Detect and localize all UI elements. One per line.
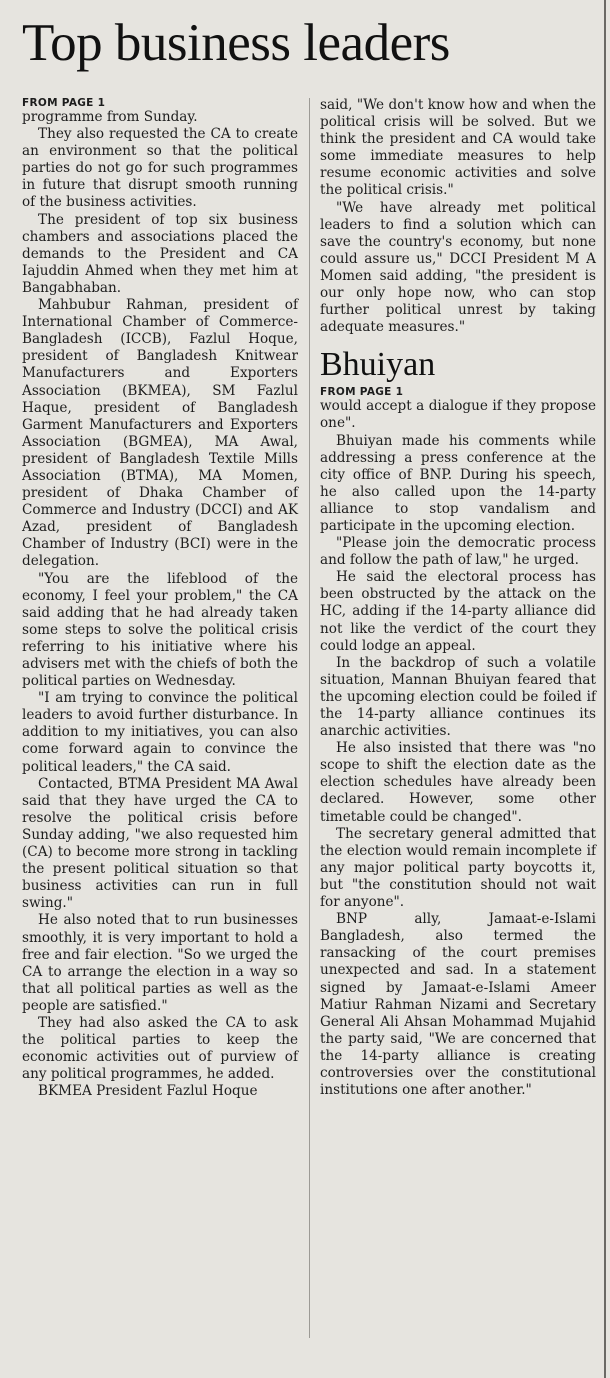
article-paragraph: "I am trying to convince the political leaders to avoid further disturbance. In addition to my initiatives, you can also come forward again to convince the political leaders," the CA said.: [22, 690, 298, 775]
article-paragraph: Contacted, BTMA President MA Awal said that they have urged the CA to resolve the political crisis before Sunday adding, "we also requested him (CA) to become more strong in tackling the present political situation so that business activities can run in full swing.": [22, 775, 298, 912]
article-paragraph: They also requested the CA to create an environment so that the political parties do not go for such programmes in future that disrupt smooth running of the business activities.: [22, 126, 298, 211]
article-paragraph: BKMEA President Fazlul Hoque: [38, 1083, 258, 1100]
article-paragraph: "Please join the democratic process and follow the path of law," he urged.: [320, 535, 596, 569]
article-paragraph: "You are the lifeblood of the economy, I feel your problem," the CA said adding that he had already taken some steps to solve the political crisis referring to his initiative where his advisers met with the chiefs of both the political parties on Wednesday.: [22, 570, 298, 690]
left-column: [22, 97, 298, 1100]
article-paragraph: Mahbubur Rahman, president of International Chamber of Commerce-Bangladesh (ICCB), Fazlul Hoque, president of Bangladesh Knitwear Manufacturers and Exporters Association (BKMEA), SM Fazlul Haque, president of Bangladesh Garment Manufacturers and Exporters Association (BGMEA), MA Awal, president of Bangladesh Textile Mills Association (BTMA), MA Momen, president of Dhaka Chamber of Commerce and Industry (DCCI) and AK Azad, president of Bangladesh Chamber of Industry (BCI) were in the delegation.: [22, 297, 298, 570]
right-column: [320, 97, 596, 1099]
subhead: Bhuiyan: [320, 346, 436, 384]
article-paragraph: would accept a dialogue if they propose one".: [320, 398, 596, 432]
article-paragraph: He said the electoral process has been obstructed by the attack on the HC, adding if the 14-party alliance did not like the verdict of the court they could lodge an appeal.: [320, 569, 596, 654]
article-paragraph: He also noted that to run businesses smoothly, it is very important to hold a free and fair election. "So we urged the CA to arrange the election in a way so that all political parties as well as the people are satisfied.": [22, 912, 298, 1014]
from-page-kicker: FROM PAGE 1: [22, 97, 106, 109]
article-paragraph: programme from Sunday.: [22, 109, 198, 125]
column-divider: [309, 98, 310, 1338]
article-paragraph: He also insisted that there was "no scope to shift the election date as the election schedules have already been declared. However, some other timetable could be changed".: [320, 740, 596, 825]
article-paragraph: "We have already met political leaders to find a solution which can save the country's economy, but none could assure us," DCCI President M A Momen said adding, "the president is our only hope now, who can stop further political unrest by taking adequate measures.": [320, 199, 596, 336]
article-paragraph: In the backdrop of such a volatile situation, Mannan Bhuiyan feared that the upcoming election could be foiled if the 14-party alliance continues its anarchic activities.: [320, 654, 596, 740]
article-paragraph: said, "We don't know how and when the political crisis will be solved. But we think the president and CA would take some immediate measures to help resume economic activities and solve the political crisis.": [320, 97, 596, 199]
page-edge-rule: [604, 0, 606, 1378]
from-page-kicker: FROM PAGE 1: [320, 386, 404, 399]
article-paragraph: They had also asked the CA to ask the political parties to keep the economic activities out of purview of any political programmes, he added.: [22, 1014, 298, 1083]
article-paragraph: Bhuiyan made his comments while addressing a press conference at the city office of BNP. During his speech, he also called upon the 14-party alliance to stop vandalism and participate in the upcoming election.: [320, 432, 596, 534]
article-paragraph: The president of top six business chambers and associations placed the demands to the President and CA Iajuddin Ahmed when they met him at Bangabhaban.: [22, 211, 298, 296]
article-paragraph: BNP ally, Jamaat-e-Islami Bangladesh, also termed the ransacking of the court premises unexpected and sad. In a statement signed by Jamaat-e-Islami Ameer Matiur Rahman Nizami and Secretary General Ali Ahsan Mohammad Mujahid the party said, "We are concerned that the 14-party alliance is creating controversies over the constitutional institutions one after another.": [320, 911, 596, 1099]
headline: Top business leaders: [22, 14, 450, 72]
article-paragraph: The secretary general admitted that the election would remain incomplete if any major political party boycotts it, but "the constitution should not wait for anyone".: [320, 825, 596, 911]
